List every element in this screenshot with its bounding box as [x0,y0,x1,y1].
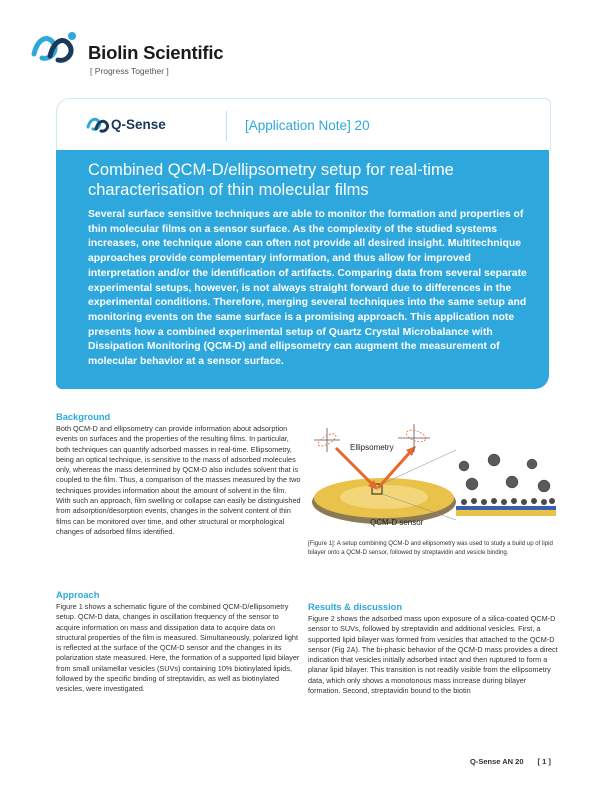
application-note-label: [Application Note] 20 [245,118,370,133]
results-heading: Results & discussion [308,602,403,612]
zoom-line-top [382,450,456,484]
detail-gold-layer [456,510,556,516]
qsense-logo-icon [85,111,111,137]
sensor-label: QCM-D sensor [370,518,424,527]
page-title: Combined QCM-D/ellipsometry setup for real-time characterisation of thin molecular films [88,161,454,199]
company-name: Biolin Scientific [88,42,224,63]
setup-schematic [306,420,560,538]
company-tagline: [ Progress Together ] [90,66,169,76]
analyzer-icon [398,424,430,452]
results-text: Figure 2 shows the adsorbed mass upon exposure of a silica-coated QCM-D sensor to SUVs, followed by streptavidin and additional vesicles. First, a supported lipid bilayer was formed from vesicles that attached to the QCM-D sensor (Fig 2A). The bi-phasic behavior of the QCM-D mass provides a direct indication that vesicles initially adsorbed intact and then ruptured to form a planar lipid bilayer. This transition is not readily visible from the ellipsometry data, which only shows a monotonous mass increase during bilayer formation. Second, streptavidin bound to the biotin [308,614,558,696]
figure-1 [306,420,560,538]
intro-panel [56,150,549,389]
background-section [56,412,301,537]
intro-text: Several surface sensitive techniques are able to monitor the formation and properties of thin molecular films on a sensor surface. As the complexity of the studied systems increases, one technique alone can often not provide all desired insight. Multitechnique approaches provide complementary information, and thus allow for improved interpretation and/or the identification of artifacts. Comparing data from several separate experimental setups, however, is not always straight forward due to differences in the experimental conditions. Therefore, merging several techniques into the same setup and monitoring events on the same surface is a promising approach. This application note presents how a combined experimental setup of Quartz Crystal Microbalance with Dissipation Monitoring (QCM-D) and ellipsometry can augment the measurement of molecular behavior at a sensor surface. [88,209,527,368]
note-header [56,98,551,151]
header-divider [226,111,227,141]
figure-caption: [Figure 1]: A setup combining QCM-D and ellipsometry was used to study a build up of lipid bilayer onto a QCM-D sensor, followed by streptavidin and vesicle binding. [308,540,553,556]
page-number: [ 1 ] [537,757,551,766]
biolin-logo-icon [28,24,88,74]
background-text: Both QCM-D and ellipsometry can provide information about adsorption events on surfaces and the properties of the resulting films. In particular, both techniques can quantify adsorbed masses in real-time. Ellipsometry, being an optical technique, is sensitive to the mass of adsorbed molecules only, whereas the mass determined by QCM-D also includes solvent that is coupled to the film. Thus, a comparison of the masses measured by the two techniques provides information about the amount of solvent in the film. With such an approach, film swelling or collapse can easily be distinguished from adsorption/desorption events, changes in the solvent content of thin films can be monitored over time, and other structural or morphological changes of adsorbed films identified. [56,424,301,536]
results-section [308,602,560,696]
background-heading: Background [56,412,111,422]
bilayer-detail [456,450,556,520]
approach-text: Figure 1 shows a schematic figure of the combined QCM-D/ellipsometry setup. QCM-D data, changes in oscillation frequency of the sensor to acquire information on mass and dissipation data to acquire data on structural properties of the film is measured. Simultaneously, polarized light is reflected at the surface of the QCM-D sensor and the changes in its polarization state measured. Here, the formation of a supported lipid bilayer from small unilamellar vesicles (SUVs) containing 10% biotinylated lipids, followed by the specific binding of streptavidin, as well as biotinylated vesicles, were investigated. [56,602,300,694]
company-logo [28,24,248,84]
detail-bilayer [456,506,556,510]
page-footer [470,757,551,766]
approach-heading: Approach [56,590,100,600]
ellipsometry-label: Ellipsometry [350,443,394,452]
brand-name: Q-Sense [111,117,166,132]
approach-section [56,590,301,695]
footer-doc-id: Q-Sense AN 20 [470,757,524,766]
